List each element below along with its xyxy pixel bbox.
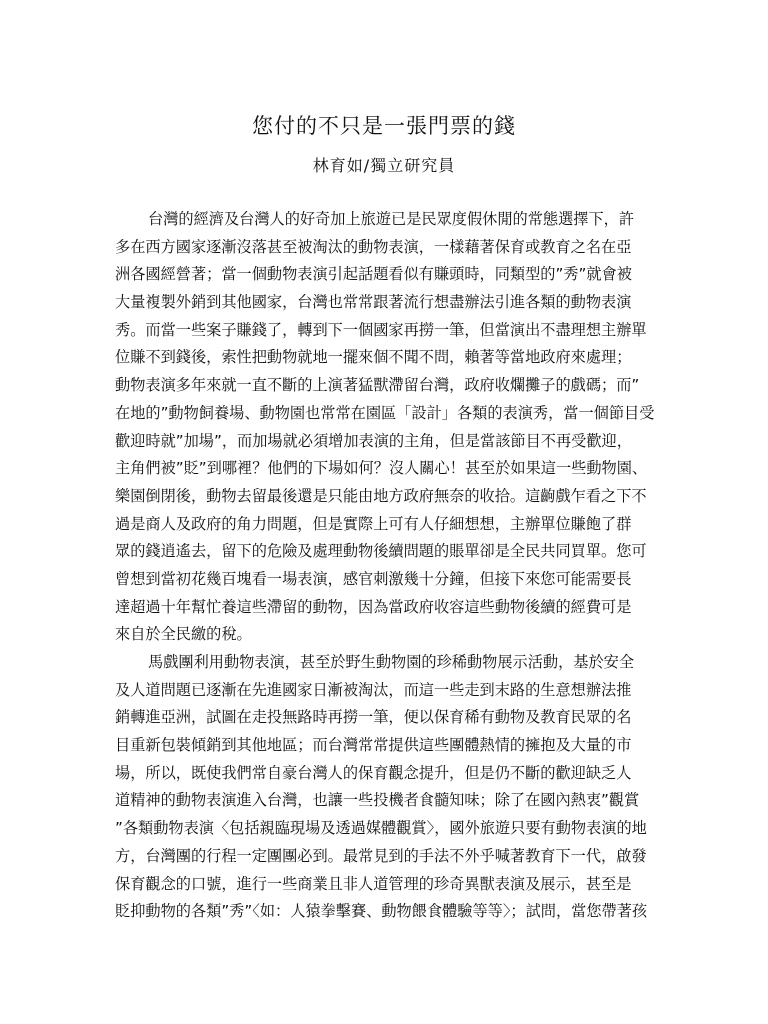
paragraph-2 xyxy=(115,649,660,926)
text-line: 場，所以，既使我們常自豪台灣人的保育觀念提升，但是仍不斷的歡迎缺乏人 xyxy=(115,763,632,782)
text-line: 曾想到當初花幾百塊看一場表演，感官刺激幾十分鐘，但接下來您可能需要長 xyxy=(115,569,632,588)
text-line: 道精神的動物表演進入台灣，也讓一些投機者食髓知味；除了在國內熱衷”觀賞 xyxy=(115,791,640,810)
text-line: 過是商人及政府的角力問題，但是實際上可有人仔細想想，主辦單位賺飽了群 xyxy=(115,514,632,533)
text-line: 樂園倒閉後，動物去留最後還是只能由地方政府無奈的收拾。這齣戲乍看之下不 xyxy=(115,486,647,505)
text-line: 秀。而當一些案子賺錢了，轉到下一個國家再撈一筆，但當演出不盡理想主辦單 xyxy=(115,320,647,339)
text-line: 主角們被”貶”到哪裡？他們的下場如何？沒人關心！甚至於如果這一些動物園、 xyxy=(115,459,648,478)
text-line: 保育觀念的口號，進行一些商業且非人道管理的珍奇異獸表演及展示，甚至是 xyxy=(115,874,632,893)
document-body xyxy=(115,206,660,926)
text-line: ”各類動物表演〈包括親臨現場及透過媒體觀賞〉，國外旅遊只要有動物表演的地 xyxy=(115,819,647,838)
text-line: 動物表演多年來就一直不斷的上演著猛獸滯留台灣，政府收爛攤子的戲碼；而” xyxy=(115,376,640,395)
text-line: 在地的”動物飼養場、動物園也常常在園區「設計」各類的表演秀，當一個節目受 xyxy=(115,403,655,422)
text-line: 貶抑動物的各類”秀”〈如：人猿拳擊賽、動物餵食體驗等等〉；試問，當您帶著孩 xyxy=(115,902,648,921)
paragraph-1 xyxy=(115,206,660,649)
text-line: 銷轉進亞洲，試圖在走投無路時再撈一筆，便以保育稀有動物及教育民眾的名 xyxy=(115,708,632,727)
document-author: 林育如/獨立研究員 xyxy=(312,156,456,175)
text-line: 眾的錢逍遙去，留下的危險及處理動物後續問題的賬單卻是全民共同買單。您可 xyxy=(115,542,647,561)
text-line: 歡迎時就”加場”，而加場就必須增加表演的主角，但是當該節目不再受歡迎， xyxy=(115,431,632,450)
text-line: 達超過十年幫忙養這些滯留的動物，因為當政府收容這些動物後續的經費可是 xyxy=(115,597,632,616)
text-line: 位賺不到錢後，索性把動物就地一擺來個不聞不問，賴著等當地政府來處理； xyxy=(115,348,632,367)
text-line: 方，台灣團的行程一定團團必到。最常見到的手法不外乎喊著教育下一代，啟發 xyxy=(115,846,647,865)
text-line: 馬戲團利用動物表演，甚至於野生動物園的珍稀動物展示活動，基於安全 xyxy=(148,653,634,671)
text-line: 多在西方國家逐漸沒落甚至被淘汰的動物表演，一樣藉著保育或教育之名在亞 xyxy=(115,237,632,256)
document-title: 您付的不只是一張門票的錢 xyxy=(252,114,516,138)
text-line: 洲各國經營著；當一個動物表演引起話題看似有賺頭時，同類型的”秀”就會被 xyxy=(115,265,632,284)
text-line: 及人道問題已逐漸在先進國家日漸被淘汰，而這一些走到末路的生意想辦法推 xyxy=(115,680,632,699)
text-line: 台灣的經濟及台灣人的好奇加上旅遊已是民眾度假休閒的常態選擇下，許 xyxy=(148,210,634,228)
text-line: 目重新包裝傾銷到其他地區；而台灣常常提供這些團體熱情的擁抱及大量的市 xyxy=(115,736,632,755)
text-line: 來自於全民繳的稅。 xyxy=(115,625,252,644)
text-line: 大量複製外銷到其他國家，台灣也常常跟著流行想盡辦法引進各類的動物表演 xyxy=(115,293,632,312)
